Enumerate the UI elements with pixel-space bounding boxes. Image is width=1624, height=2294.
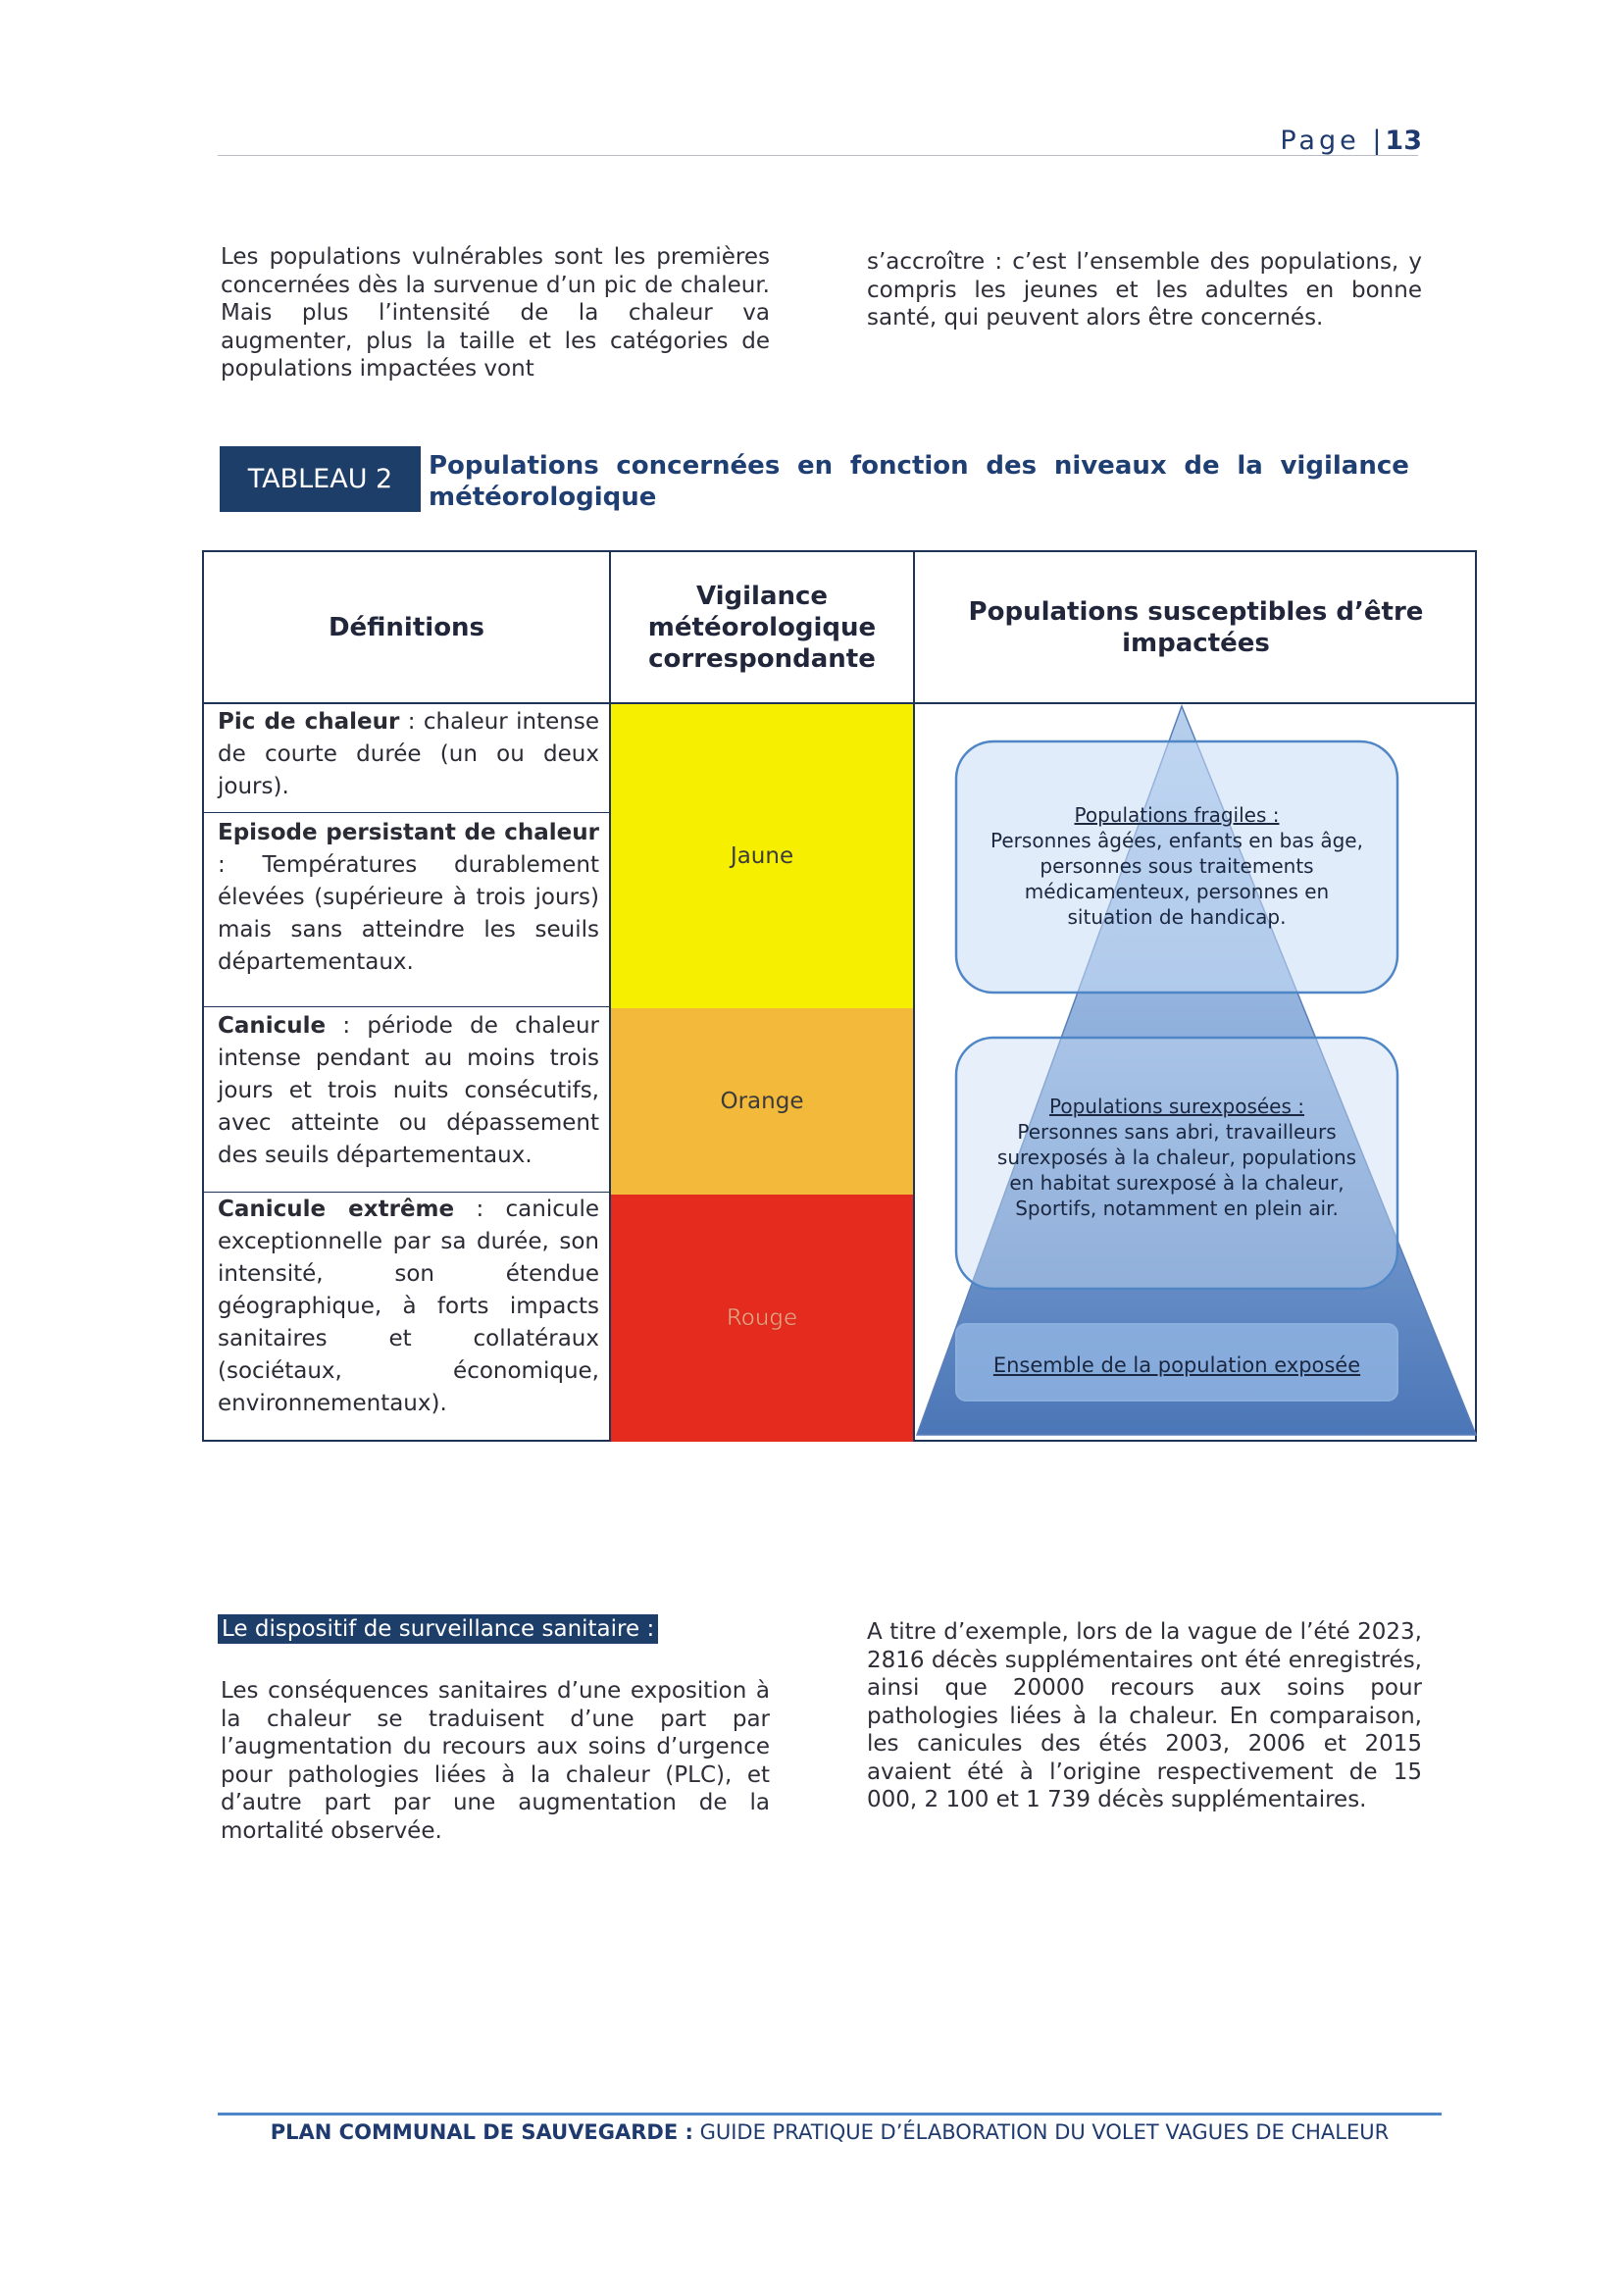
- title-word: vigilance: [1280, 451, 1409, 481]
- overexposed-title: Populations surexposées :: [1049, 1095, 1304, 1118]
- footer-bold: PLAN COMMUNAL DE SAUVEGARDE :: [270, 2120, 693, 2144]
- definition-text: : Températures durablement élevées (supérieure à trois jours) mais sans atteindre les seuils départementaux.: [218, 852, 599, 975]
- header-populations: Populations susceptibles d’être impactées: [968, 596, 1424, 658]
- title-word: la: [1237, 451, 1263, 481]
- title-word: des: [986, 451, 1038, 481]
- table-title-line2: météorologique: [429, 483, 657, 512]
- definition-term: Episode persistant de chaleur: [218, 820, 599, 845]
- definition-episode-persistant: [218, 817, 599, 979]
- definition-term: Canicule: [218, 1013, 327, 1039]
- intro-right-paragraph: s’accroître : c’est l’ensemble des populations, y compris les jeunes et les adultes en bonne santé, qui peuvent alors être concernés.: [867, 249, 1422, 331]
- definition-canicule: [218, 1010, 599, 1172]
- footer: [218, 2120, 1442, 2144]
- header-rule: [218, 155, 1418, 156]
- vigilance-table: [202, 550, 1477, 1442]
- title-word: de: [1184, 451, 1220, 481]
- header-vigilance: [611, 552, 913, 702]
- header-definitions: Définitions: [328, 612, 485, 642]
- definition-text: : canicule exceptionnelle par sa durée, son intensité, son étendue géographique, à forts impacts sanitaires et collatéraux (sociétaux, économique, environnementaux).: [218, 1197, 600, 1416]
- page-separator: |: [1372, 126, 1386, 156]
- fragile-line: situation de handicap.: [1067, 905, 1287, 929]
- definition-text: : chaleur intense de courte durée (un ou deux jours).: [218, 709, 599, 799]
- header-vigilance-line: Vigilance: [695, 581, 829, 611]
- table-hline: [204, 1192, 609, 1193]
- header-vigilance-line: météorologique: [647, 612, 877, 642]
- level-cell-orange: [611, 1008, 913, 1195]
- footer-rule: [218, 2113, 1442, 2116]
- definition-term: Canicule extrême: [218, 1197, 455, 1222]
- overexposed-line: surexposés à la chaleur, populations: [996, 1146, 1357, 1169]
- table-hline: [204, 1006, 609, 1007]
- fragile-line: médicamenteux, personnes en: [1024, 880, 1330, 903]
- title-word: niveaux: [1053, 451, 1167, 481]
- surveillance-left-paragraph: Les conséquences sanitaires d’une exposition à la chaleur se traduisent d’une part par l’augmentation du recours aux soins d’urgence pour pathologies liées à la chaleur (PLC), et d’autre part par une augmentation de la mortalité observée.: [221, 1678, 770, 1844]
- title-word: concernées: [616, 451, 781, 481]
- fragile-title: Populations fragiles :: [1074, 803, 1280, 827]
- fragile-line: personnes sous traitements: [1040, 854, 1314, 878]
- surveillance-title: Le dispositif de surveillance sanitaire :: [218, 1614, 658, 1644]
- overexposed-line: en habitat surexposé à la chaleur,: [1009, 1171, 1345, 1195]
- table-vline: [913, 552, 915, 1440]
- level-cell-jaune: [611, 704, 913, 1008]
- level-label-orange: Orange: [720, 1089, 804, 1114]
- level-label-rouge: Rouge: [726, 1305, 798, 1331]
- footer-rest: GUIDE PRATIQUE D’ÉLABORATION DU VOLET VAGUES DE CHALEUR: [692, 2120, 1390, 2144]
- definition-text: : période de chaleur intense pendant au moins trois jours et trois nuits consécutifs, avec atteinte ou dépassement des seuils départementaux.: [218, 1013, 599, 1168]
- base-population-text: Ensemble de la population exposée: [992, 1353, 1361, 1377]
- overexposed-line: Sportifs, notamment en plein air.: [1015, 1197, 1339, 1220]
- level-label-jaune: Jaune: [730, 843, 794, 869]
- header-vigilance-line: correspondante: [648, 643, 876, 674]
- title-word: Populations: [429, 451, 599, 481]
- title-word: en: [797, 451, 834, 481]
- page-number: 13: [1385, 126, 1422, 156]
- definition-pic-de-chaleur: [218, 706, 599, 803]
- intro-left-paragraph: Les populations vulnérables sont les premières concernées dès la survenue d’un pic de chaleur. Mais plus l’intensité de la chaleur va augmenter, plus la taille et les catégories de populations impactées vont: [221, 244, 770, 382]
- definition-term: Pic de chaleur: [218, 709, 400, 735]
- page-word: Page: [1280, 126, 1360, 156]
- title-word: fonction: [849, 451, 969, 481]
- overexposed-line: Personnes sans abri, travailleurs: [1017, 1120, 1337, 1144]
- table-badge: TABLEAU 2: [220, 446, 421, 512]
- table-hline: [204, 702, 1475, 704]
- fragile-populations-text: [956, 802, 1397, 930]
- table-title-line1: [429, 450, 1409, 482]
- table-vline: [609, 552, 611, 1440]
- fragile-line: Personnes âgées, enfants en bas âge,: [990, 829, 1363, 852]
- overexposed-populations-text: [956, 1094, 1397, 1221]
- surveillance-right-paragraph: A titre d’exemple, lors de la vague de l’été 2023, 2816 décès supplémentaires ont été enregistrés, ainsi que 20000 recours aux soins pour pathologies liées à la chaleur. En comparaison, les canicules des étés 2003, 2006 et 2015 avaient été à l’origine respectivement de 15 000, 2 100 et 1 739 décès supplémentaires.: [867, 1619, 1422, 1812]
- definition-canicule-extreme: [218, 1194, 599, 1420]
- level-cell-rouge: [611, 1195, 913, 1442]
- page-number-label: [1275, 126, 1422, 156]
- table-hline: [204, 812, 609, 813]
- table-title: [429, 450, 1409, 513]
